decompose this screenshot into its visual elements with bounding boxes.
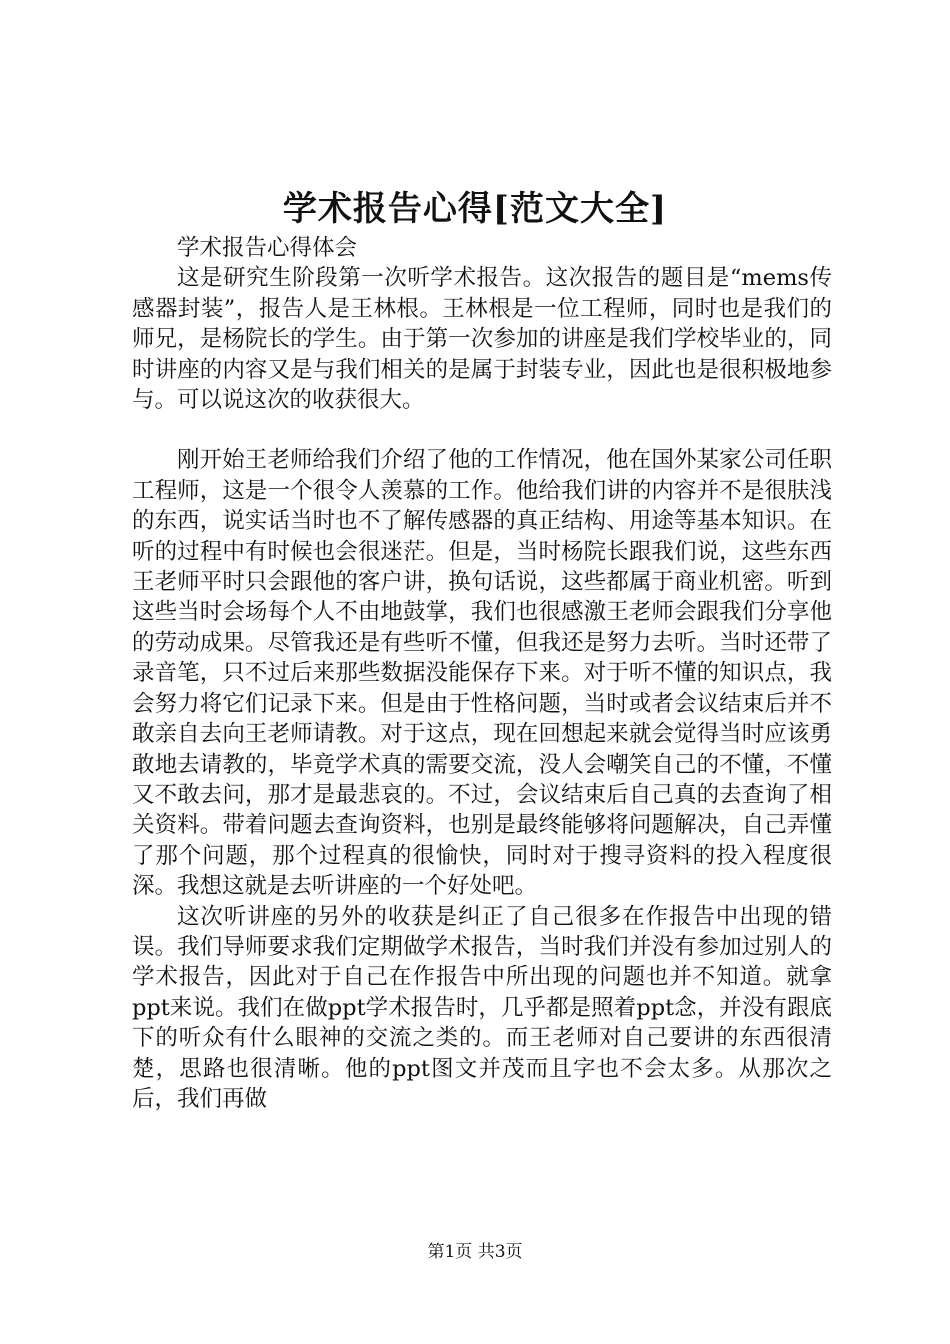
document-body bbox=[132, 233, 832, 1114]
document-title: 学术报告心得[范文大全] bbox=[282, 189, 668, 229]
page-footer: 第1页 共3页 bbox=[427, 1242, 523, 1262]
body-paragraph: 刚开始王老师给我们介绍了他的工作情况，他在国外某家公司任职工程师，这是一个很令人羡慕的工作。他给我们讲的内容并不是很肤浅的东西，说实话当时也不了解传感器的真正结构、用途等基本知识。在听的过程中有时候也会很迷茫。但是，当时杨院长跟我们说，这些东西王老师平时只会跟他的客户讲，换句话说，这些都属于商业机密。听到这些当时会场每个人不由地鼓掌，我们也很感激王老师会跟我们分享他的劳动成果。尽管我还是有些听不懂，但我还是努力去听。当时还带了录音笔，只不过后来那些数据没能保存下来。对于听不懂的知识点，我会努力将它们记录下来。但是由于性格问题，当时或者会议结束后并不敢亲自去向王老师请教。对于这点，现在回想起来就会觉得当时应该勇敢地去请教的，毕竟学术真的需要交流，没人会嘲笑自己的不懂，不懂又不敢去问，那才是最悲哀的。不过，会议结束后自己真的去查询了相关资料。带着问题去查询资料，也别是最终能够将问题解决，自己弄懂了那个问题，那个过程真的很愉快，同时对于搜寻资料的投入程度很深。我想这就是去听讲座的一个好处吧。 bbox=[132, 447, 832, 900]
subtitle-paragraph: 学术报告心得体会 bbox=[177, 235, 358, 261]
body-paragraph: 这次听讲座的另外的收获是纠正了自己很多在作报告中出现的错误。我们导师要求我们定期做学术报告，当时我们并没有参加过别人的学术报告，因此对于自己在作报告中所出现的问题也并不知道。就拿ppt来说。我们在做ppt学术报告时，几乎都是照着ppt念，并没有跟底下的听众有什么眼神的交流之类的。而王老师对自己要讲的东西很清楚，思路也很清晰。他的ppt图文并茂而且字也不会太多。从那次之后，我们再做 bbox=[132, 903, 832, 1112]
body-paragraph: 这是研究生阶段第一次听学术报告。这次报告的题目是“mems传感器封装”，报告人是王林根。王林根是一位工程师，同时也是我们的师兄，是杨院长的学生。由于第一次参加的讲座是我们学校毕业的，同时讲座的内容又是与我们相关的是属于封装专业，因此也是很积极地参与。可以说这次的收获很大。 bbox=[132, 265, 832, 414]
